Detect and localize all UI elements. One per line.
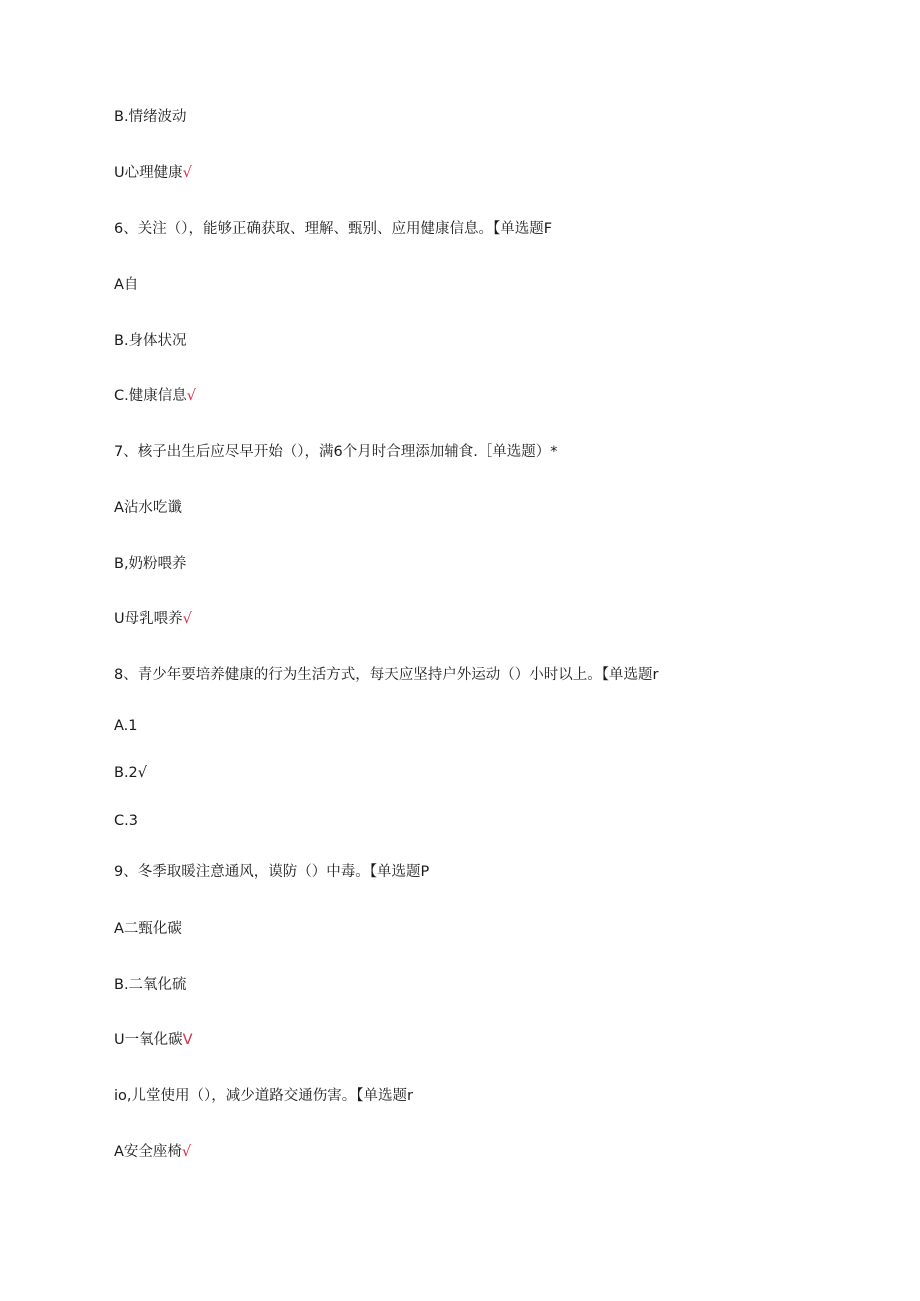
line-text: C.3 bbox=[114, 813, 138, 829]
line-text: B.情绪波动 bbox=[114, 109, 187, 125]
answer-check-mark: √ bbox=[181, 1144, 192, 1160]
option-line bbox=[114, 609, 192, 629]
line-text: A沾水吃谶 bbox=[114, 500, 182, 516]
option-line bbox=[114, 716, 138, 736]
option-line bbox=[114, 919, 182, 939]
option-line bbox=[114, 811, 138, 831]
line-text: B.二氧化硫 bbox=[114, 977, 187, 993]
line-text: A安全座椅 bbox=[114, 1144, 182, 1160]
line-text: 8、青少年要培养健康的行为生活方式，每天应坚持户外运动（）小时以上。【单选题r bbox=[114, 667, 659, 683]
option-line bbox=[114, 498, 182, 518]
line-text: io,儿堂使用（），减少道路交通伤害。【单选题r bbox=[114, 1088, 413, 1104]
question-line bbox=[114, 442, 558, 462]
option-line bbox=[114, 554, 187, 574]
answer-check-mark: √ bbox=[186, 388, 196, 404]
line-text: C.健康信息 bbox=[114, 388, 187, 404]
line-text: A自 bbox=[114, 277, 139, 293]
question-line bbox=[114, 862, 429, 882]
answer-check-mark: V bbox=[182, 1032, 193, 1048]
option-line bbox=[114, 1030, 193, 1050]
line-text: B,奶粉喂养 bbox=[114, 556, 187, 572]
line-text: U母乳喂养 bbox=[114, 611, 183, 627]
option-line bbox=[114, 386, 196, 406]
option-line bbox=[114, 975, 187, 995]
line-text: A二甄化碳 bbox=[114, 921, 182, 937]
line-text: B.身体状况 bbox=[114, 333, 187, 349]
option-line bbox=[114, 1142, 191, 1162]
option-line bbox=[114, 163, 192, 183]
line-text: 6、关注（），能够正确获取、理解、甄别、应用健康信息。【单选题F bbox=[114, 221, 553, 237]
answer-check-mark: √ bbox=[137, 765, 148, 781]
line-text: B.2 bbox=[114, 765, 138, 781]
question-line bbox=[114, 665, 658, 685]
line-text: 7、核子出生后应尽早开始（），满6个月时合理添加辅食.［单选题）* bbox=[114, 444, 558, 460]
option-line bbox=[114, 763, 147, 783]
option-line bbox=[114, 107, 187, 127]
line-text: U心理健康 bbox=[114, 165, 183, 181]
question-line bbox=[114, 219, 552, 239]
line-text: A.1 bbox=[114, 718, 138, 734]
option-line bbox=[114, 331, 187, 351]
answer-check-mark: √ bbox=[182, 165, 192, 181]
line-text: U一氧化碳 bbox=[114, 1032, 183, 1048]
line-text: 9、冬季取暖注意通风，谟防（）中毒。【单选题P bbox=[114, 864, 430, 880]
question-line bbox=[114, 1086, 413, 1106]
option-line bbox=[114, 275, 138, 295]
answer-check-mark: √ bbox=[182, 611, 192, 627]
